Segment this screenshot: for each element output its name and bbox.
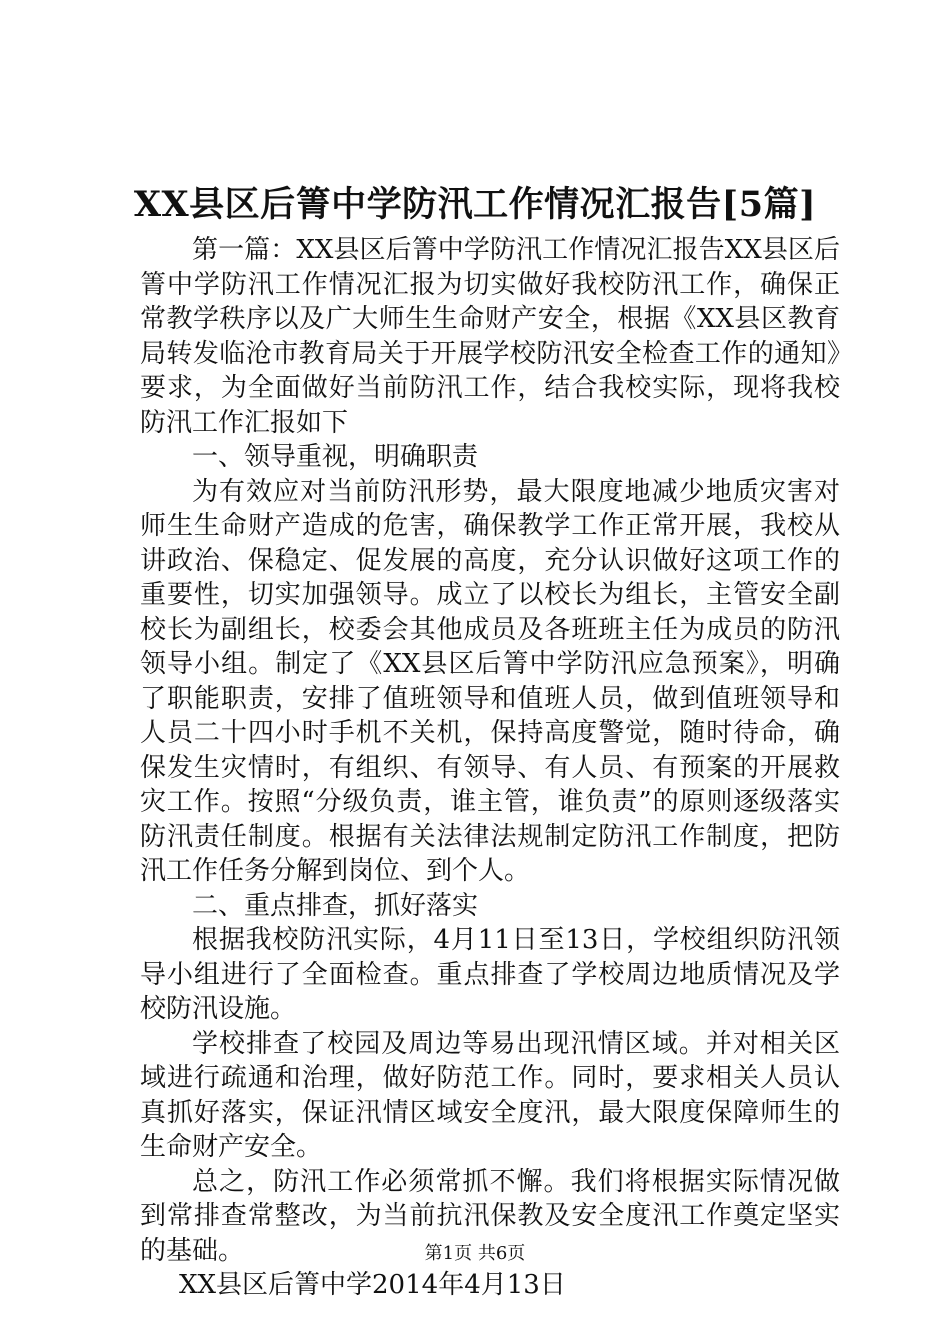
- page-footer: 第1页 共6页: [424, 1243, 526, 1264]
- section-1-paragraph: 为有效应对当前防汛形势，最大限度地减少地质灾害对师生生命财产造成的危害，确保教学工作正常开展，我校从讲政治、保稳定、促发展的高度，充分认识做好这项工作的重要性，切实加强领导。成立了以校长为组长，主管安全副校长为副组长，校委会其他成员及各班班主任为成员的防汛领导小组。制定了《XX县区后箐中学防汛应急预案》，明确了职能职责，安排了值班领导和值班人员，做到值班领导和人员二十四小时手机不关机，保持高度警觉，随时待命，确保发生灾情时，有组织、有领导、有人员、有预案的开展救灾工作。按照“分级负责，谁主管，谁负责”的原则逐级落实防汛责任制度。根据有关法律法规制定防汛工作制度，把防汛工作任务分解到岗位、到个人。: [140, 476, 840, 886]
- section-2-paragraph-2: 学校排查了校园及周边等易出现汛情区域。并对相关区域进行疏通和治理，做好防范工作。同时，要求相关人员认真抓好落实，保证汛情区域安全度汛，最大限度保障师生的生命财产安全。: [140, 1028, 840, 1162]
- conclusion-paragraph: 总之，防汛工作必须常抓不懈。我们将根据实际情况做到常排查常整改，为当前抗汛保教及安全度汛工作奠定坚实的基础。: [140, 1166, 840, 1266]
- section-1-heading: 一、领导重视，明确职责: [192, 442, 479, 472]
- section-2-paragraph-1: 根据我校防汛实际，4月11日至13日，学校组织防汛领导小组进行了全面检查。重点排查了学校周边地质情况及学校防汛设施。: [140, 925, 840, 1024]
- signature-line: XX县区后箐中学2014年4月13日: [179, 1270, 566, 1300]
- section-2-heading: 二、重点排查，抓好落实: [192, 890, 479, 921]
- intro-paragraph: 第一篇：XX县区后箐中学防汛工作情况汇报告XX县区后箐中学防汛工作情况汇报为切实做好我校防汛工作，确保正常教学秩序以及广大师生生命财产安全，根据《XX县区教育局转发临沧市教育局关于开展学校防汛安全检查工作的通知》要求，为全面做好当前防汛工作，结合我校实际，现将我校防汛工作汇报如下: [140, 235, 840, 438]
- document-title: XX县区后箐中学防汛工作情况汇报告[5篇]: [133, 184, 817, 225]
- document-body: [140, 233, 840, 1303]
